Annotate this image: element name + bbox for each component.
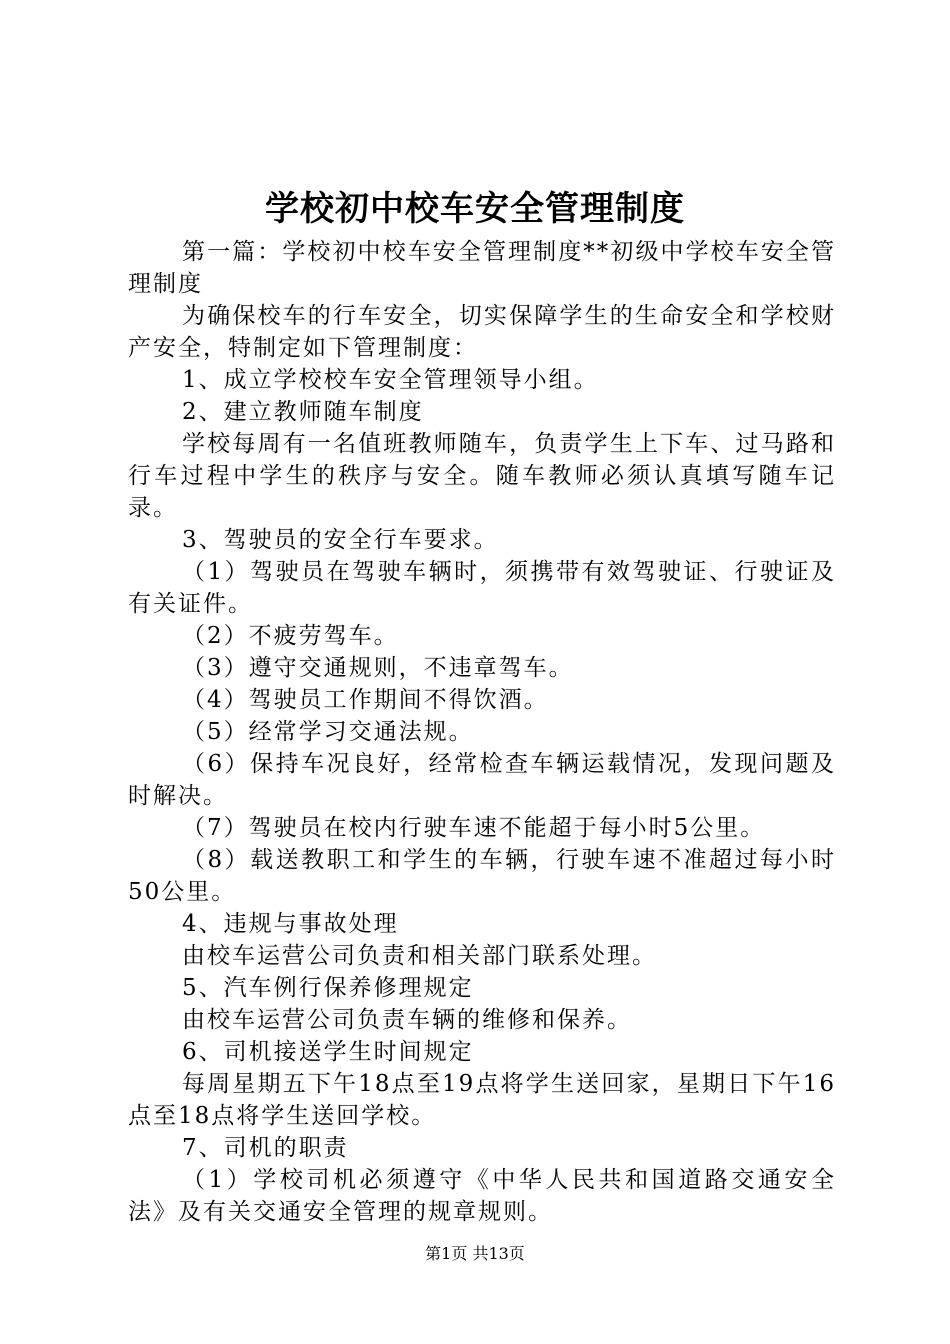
paragraph: 5、汽车例行保养修理规定	[182, 975, 474, 1001]
paragraph: （5）经常学习交通法规。	[182, 719, 474, 745]
paragraph: （7）驾驶员在校内行驶车速不能超于每小时5公里。	[182, 815, 766, 841]
paragraph: 由校车运营公司负责和相关部门联系处理。	[182, 943, 657, 969]
paragraph: （2）不疲劳驾车。	[182, 623, 399, 649]
paragraph: 为确保校车的行车安全，切实保障学生的生命安全和学校财产安全，特制定如下管理制度：	[128, 303, 836, 361]
paragraph: 每周星期五下午18点至19点将学生送回家，星期日下午16点至18点将学生送回学校。	[128, 1071, 836, 1129]
paragraph: 6、司机接送学生时间规定	[182, 1039, 474, 1065]
paragraph: （6）保持车况良好，经常检查车辆运载情况，发现问题及时解决。	[128, 751, 836, 809]
paragraph: （8）载送教职工和学生的车辆，行驶车速不准超过每小时50公里。	[128, 847, 836, 905]
paragraph: （4）驾驶员工作期间不得饮酒。	[182, 687, 549, 713]
page-number-footer: 第1页 共13页	[425, 1244, 525, 1263]
paragraph: （1）学校司机必须遵守《中华人民共和国道路交通安全法》及有关交通安全管理的规章规则。	[128, 1167, 836, 1225]
paragraph: 学校每周有一名值班教师随车，负责学生上下车、过马路和行车过程中学生的秩序与安全。随车教师必须认真填写随车记录。	[128, 431, 836, 521]
paragraph: （3）遵守交通规则，不违章驾车。	[182, 655, 574, 681]
paragraph: 3、驾驶员的安全行车要求。	[182, 527, 499, 553]
paragraph: 第一篇：学校初中校车安全管理制度**初级中学校车安全管理制度	[128, 239, 836, 297]
paragraph: （1）驾驶员在驾驶车辆时，须携带有效驾驶证、行驶证及有关证件。	[128, 559, 836, 617]
paragraph: 1、成立学校校车安全管理领导小组。	[182, 367, 599, 393]
document-body	[128, 236, 836, 1228]
paragraph: 2、建立教师随车制度	[182, 399, 424, 425]
document-title: 学校初中校车安全管理制度	[265, 189, 685, 229]
paragraph: 4、违规与事故处理	[182, 911, 399, 937]
paragraph: 7、司机的职责	[182, 1135, 349, 1161]
paragraph: 由校车运营公司负责车辆的维修和保养。	[182, 1007, 632, 1033]
